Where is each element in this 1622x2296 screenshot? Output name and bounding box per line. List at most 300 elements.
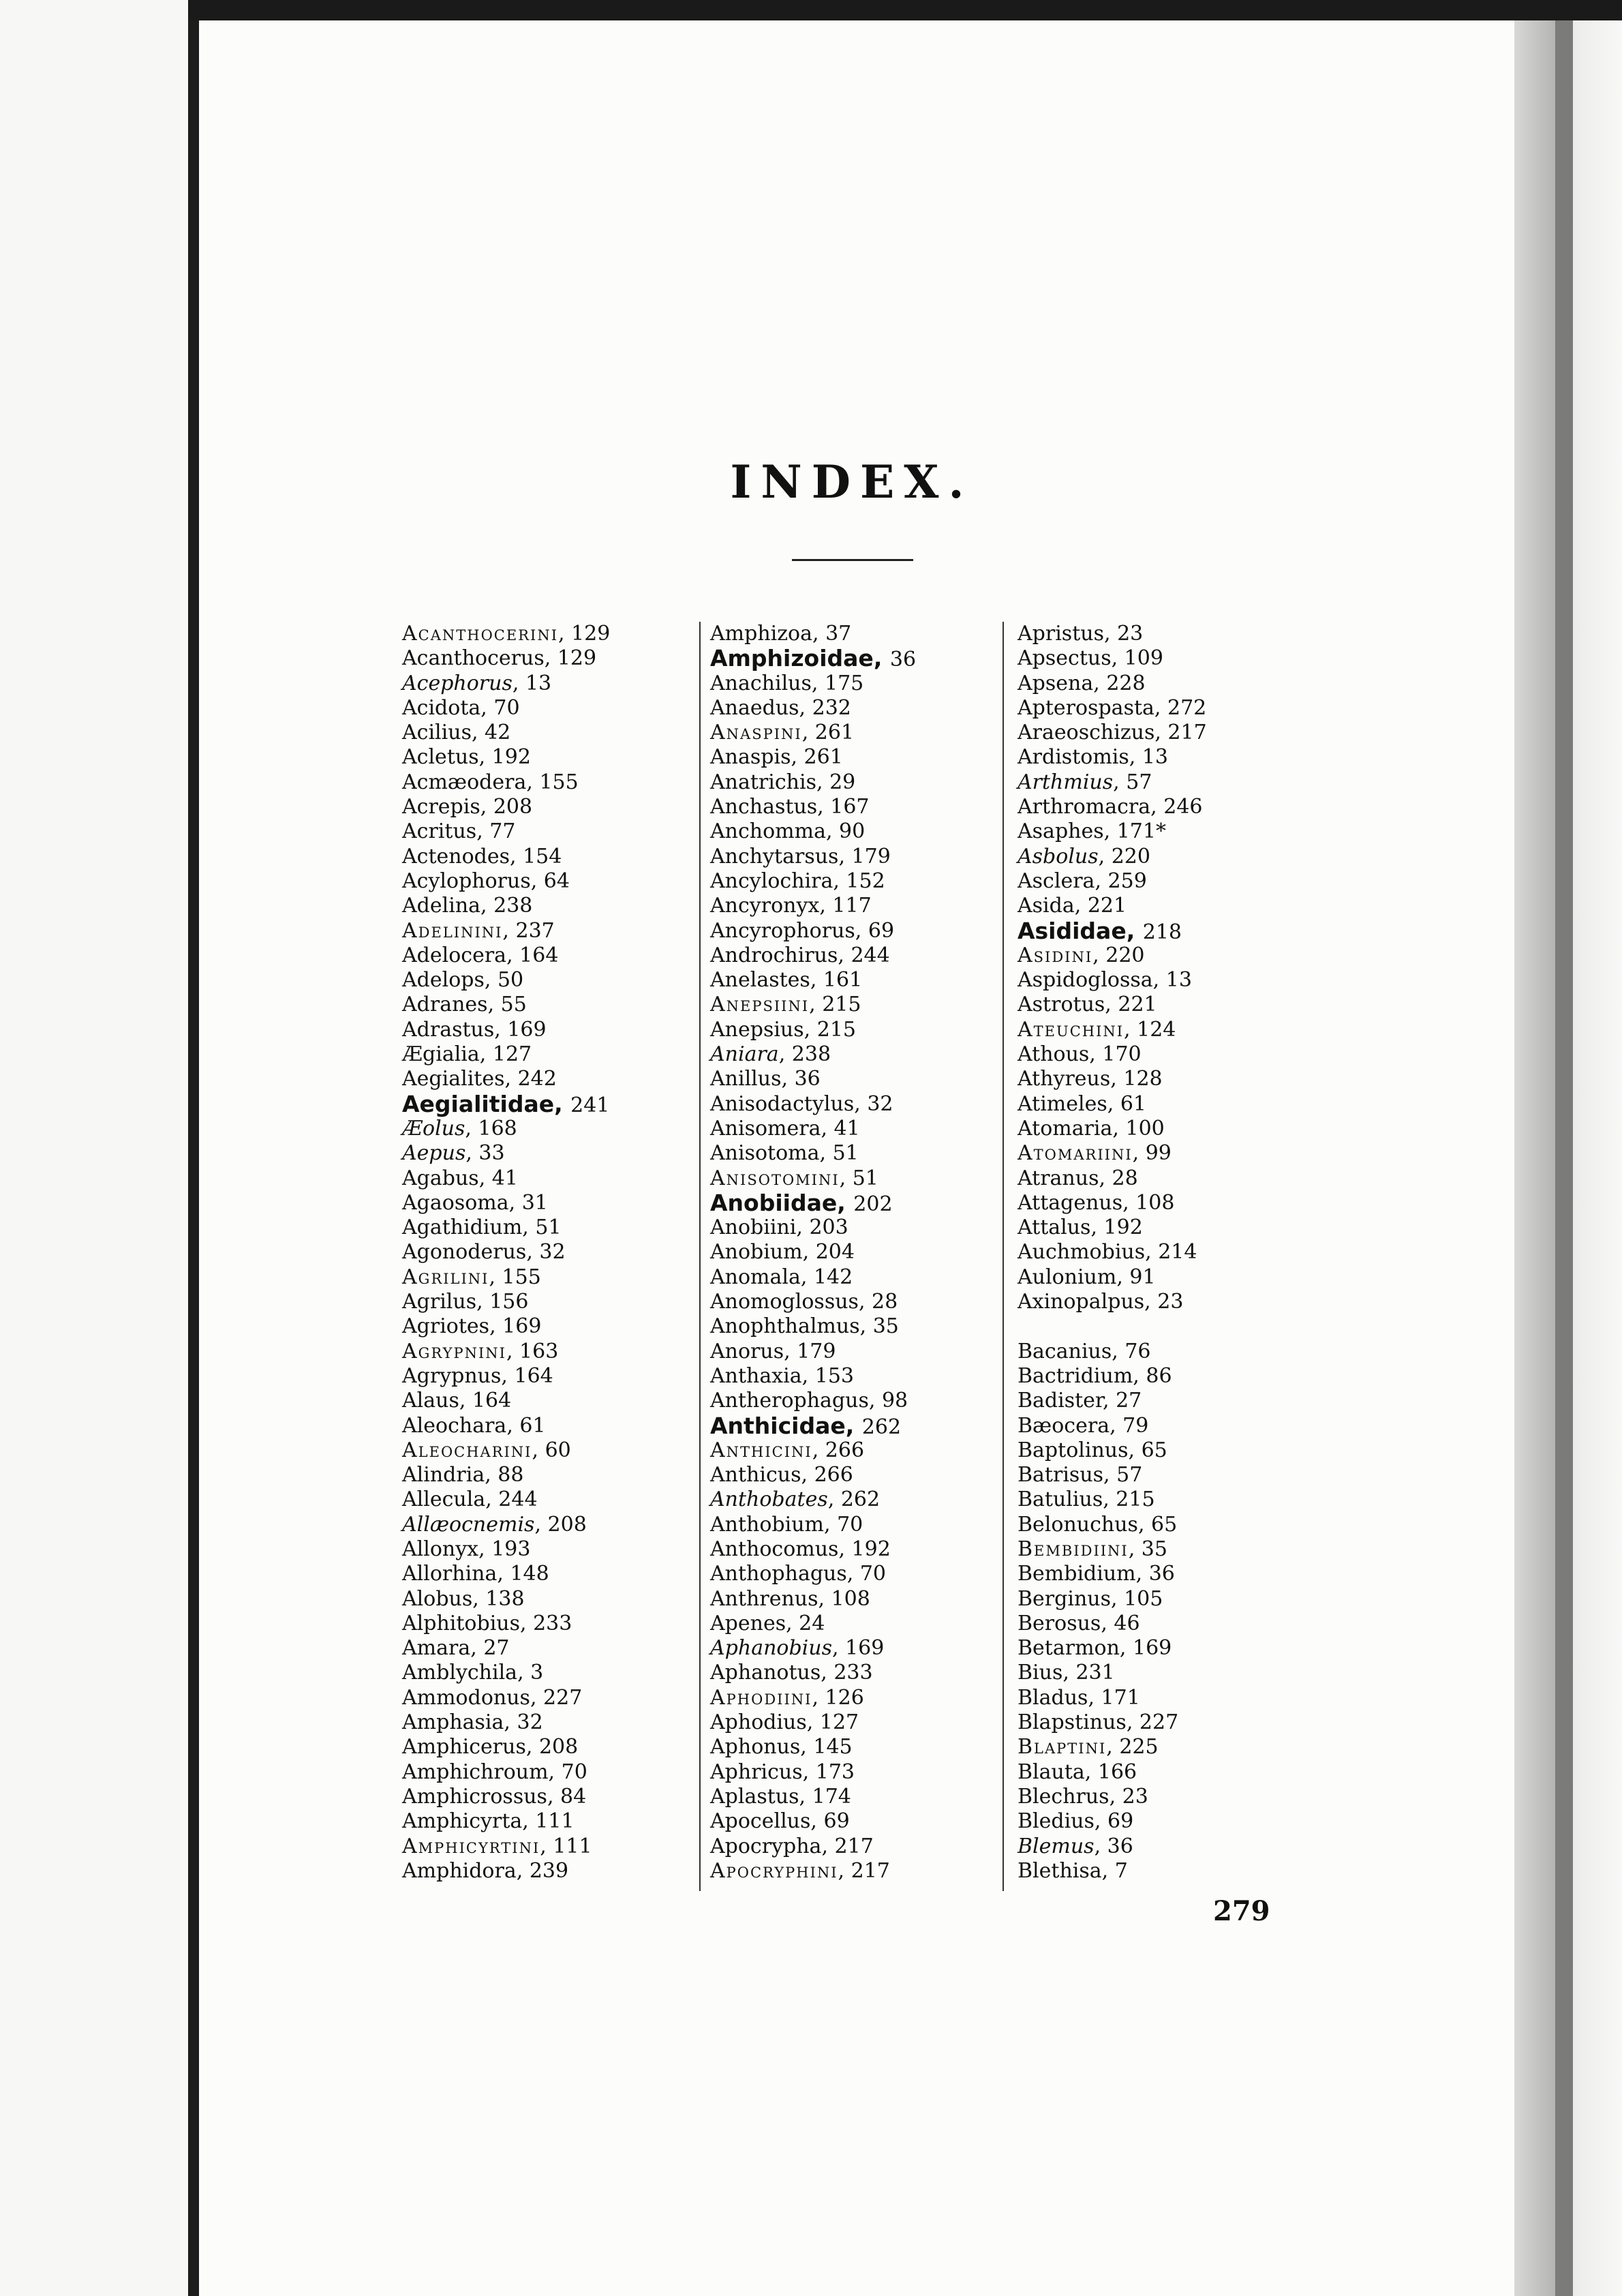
entry-separator: , — [471, 721, 485, 745]
index-entry — [710, 1414, 996, 1438]
entry-name: Batrisus — [1017, 1463, 1104, 1487]
entry-separator: , — [1110, 1586, 1124, 1611]
entry-separator: , — [470, 1636, 484, 1661]
entry-name: Anobium — [710, 1240, 803, 1265]
entry-separator: , — [558, 622, 572, 646]
entry-name: Bledius — [1017, 1809, 1095, 1834]
entry-separator: , — [800, 1735, 814, 1759]
entry-name: Aphanotus — [710, 1661, 821, 1685]
entry-page: 108 — [831, 1586, 870, 1611]
entry-page: 167 — [830, 795, 870, 819]
entry-page: 86 — [1146, 1363, 1172, 1388]
entry-name: Agabus — [402, 1166, 479, 1190]
entry-page: 164 — [519, 943, 559, 967]
entry-separator: , — [1154, 695, 1167, 720]
entry-page: 51 — [535, 1215, 562, 1240]
entry-page: 168 — [478, 1116, 517, 1141]
entry-name: Alobus — [402, 1586, 473, 1611]
entry-page: 57 — [1126, 770, 1152, 794]
entry-page: 69 — [868, 918, 895, 943]
entry-page: 169 — [507, 1017, 547, 1042]
index-entry — [402, 1166, 695, 1191]
index-entry — [710, 1240, 996, 1265]
entry-name: Agathidium — [402, 1215, 523, 1240]
entry-name: Agonoderus — [402, 1240, 527, 1265]
entry-name: Ancyronyx — [710, 894, 820, 918]
entry-separator: , — [1112, 1339, 1125, 1363]
entry-separator: , — [476, 819, 490, 844]
entry-separator: , — [508, 1190, 522, 1215]
index-entry — [710, 1735, 996, 1759]
entry-separator: , — [799, 1784, 812, 1809]
entry-page: 70 — [837, 1512, 863, 1537]
entry-name: Blauta — [1017, 1759, 1085, 1784]
entry-page: 217 — [834, 1834, 874, 1858]
entry-name: Adranes — [402, 993, 488, 1017]
entry-separator: , — [806, 1710, 820, 1735]
entry-page: 227 — [1139, 1710, 1179, 1735]
entry-name: Agrypnus — [402, 1363, 502, 1388]
index-entry — [710, 943, 996, 968]
entry-separator: , — [480, 695, 494, 720]
entry-separator: , — [1098, 844, 1112, 868]
entry-separator: , — [1124, 1017, 1137, 1042]
entry-separator: , — [838, 844, 852, 868]
entry-page: 36 — [1107, 1834, 1133, 1858]
entry-name: Bembidium — [1017, 1562, 1136, 1586]
entry-separator: , — [516, 1858, 530, 1883]
index-entry — [402, 1661, 695, 1685]
entry-separator: , — [804, 1017, 817, 1042]
entry-page: 65 — [1141, 1438, 1167, 1462]
index-entry — [402, 1587, 695, 1612]
entry-page: 129 — [571, 622, 611, 646]
entry-separator: , — [525, 1735, 539, 1759]
index-entry — [1017, 1612, 1331, 1636]
entry-page: 163 — [519, 1339, 559, 1363]
index-entry — [710, 1809, 996, 1834]
index-entry — [402, 646, 695, 671]
entry-page: 90 — [839, 819, 866, 844]
entry-page: 29 — [829, 770, 856, 794]
entry-name: Acylophorus — [402, 868, 531, 893]
entry-page: 37 — [825, 622, 852, 646]
entry-page: 238 — [493, 894, 533, 918]
index-entry — [710, 1661, 996, 1685]
index-entry — [402, 1340, 695, 1364]
entry-name: Attalus — [1017, 1215, 1091, 1240]
entry-page: 36 — [794, 1067, 821, 1091]
entry-separator: , — [506, 1339, 520, 1363]
entry-page: 171 — [1101, 1685, 1140, 1710]
index-entry — [1017, 1042, 1331, 1067]
index-entry — [1017, 1340, 1331, 1364]
index-entry — [1017, 819, 1331, 844]
index-entry — [1017, 646, 1331, 671]
entry-page: 174 — [812, 1784, 851, 1809]
index-entry — [1017, 1067, 1331, 1091]
page-title: INDEX. — [730, 455, 974, 509]
entry-name: Actenodes — [402, 844, 510, 868]
index-entry — [402, 1240, 695, 1265]
entry-name: Allorhina — [402, 1562, 498, 1586]
entry-page: 32 — [539, 1240, 566, 1265]
entry-name: Asclera — [1017, 868, 1095, 893]
entry-separator: , — [809, 993, 823, 1017]
index-entry — [1017, 1166, 1331, 1191]
entry-name: Acephorus — [402, 671, 512, 695]
entry-name: Asidini — [1017, 943, 1093, 967]
entry-separator: , — [821, 1661, 834, 1685]
book-gutter — [188, 0, 199, 2296]
entry-separator: , — [489, 1314, 503, 1339]
index-entry — [1017, 1834, 1331, 1859]
entry-page: 142 — [813, 1265, 853, 1289]
entry-separator: , — [812, 622, 826, 646]
index-entry — [710, 646, 996, 671]
entry-separator: , — [819, 894, 833, 918]
entry-separator: , — [812, 1438, 825, 1462]
entry-name: Amphizoa — [710, 622, 812, 646]
entry-separator: , — [501, 1363, 515, 1388]
entry-separator: , — [817, 795, 831, 819]
entry-separator: , — [839, 1166, 853, 1190]
index-entry — [402, 1760, 695, 1785]
index-entry — [1017, 1487, 1331, 1512]
entry-name: Aphanobius — [710, 1636, 832, 1661]
index-entry — [402, 1414, 695, 1438]
entry-page: 126 — [825, 1685, 864, 1710]
entry-name: Allæocnemis — [402, 1512, 535, 1537]
entry-name: Aplastus — [710, 1784, 799, 1809]
index-entry — [402, 795, 695, 819]
index-entry — [402, 671, 695, 696]
entry-page: 23 — [1157, 1290, 1184, 1314]
index-entry — [402, 1191, 695, 1215]
entry-separator: , — [480, 795, 493, 819]
entry-separator: , — [821, 1834, 835, 1858]
entry-separator: , — [1128, 1537, 1142, 1561]
entry-separator: , — [1111, 646, 1124, 671]
entry-name: Anobiini — [710, 1215, 797, 1240]
entry-page: 46 — [1114, 1611, 1140, 1635]
entry-separator: , — [801, 1463, 814, 1487]
entry-separator: , — [485, 1487, 499, 1512]
entry-separator: , — [540, 1834, 553, 1858]
entry-page: 98 — [881, 1389, 908, 1413]
entry-name: Anthophagus — [710, 1562, 847, 1586]
entry-separator: , — [1103, 1463, 1117, 1487]
entry-page: 69 — [1107, 1809, 1134, 1834]
entry-page: 155 — [539, 770, 579, 794]
entry-name: Aphodiini — [710, 1685, 812, 1710]
entry-page: 127 — [492, 1042, 532, 1067]
index-column-1 — [402, 622, 695, 1884]
entry-page: 148 — [510, 1562, 549, 1586]
entry-name: Baptolinus — [1017, 1438, 1129, 1462]
entry-page: 60 — [545, 1438, 571, 1462]
entry-name: Amphizoidae — [710, 645, 874, 672]
column-rule-1 — [699, 622, 701, 1891]
entry-name: Adrastus — [402, 1017, 495, 1042]
index-entry — [402, 869, 695, 894]
page-fore-edge — [1555, 20, 1573, 2296]
entry-name: Anisomera — [710, 1116, 821, 1141]
entry-page: 28 — [1112, 1166, 1138, 1190]
entry-name: Asbolus — [1017, 844, 1099, 868]
entry-page: 117 — [832, 894, 872, 918]
index-entry — [402, 622, 695, 646]
entry-page: 7 — [1114, 1858, 1128, 1883]
entry-page: 65 — [1151, 1512, 1178, 1537]
entry-name: Bæocera — [1017, 1413, 1110, 1438]
index-entry — [402, 1067, 695, 1091]
index-entry — [402, 1438, 695, 1463]
index-entry — [710, 1438, 996, 1463]
entry-name: Adelops — [402, 968, 485, 993]
index-entry — [1017, 1463, 1331, 1487]
entry-separator: , — [532, 1438, 545, 1462]
index-entry — [402, 968, 695, 993]
entry-name: Anthobates — [710, 1487, 828, 1512]
entry-name: Blethisa — [1017, 1858, 1102, 1883]
entry-name: Acilius — [402, 721, 472, 745]
index-entry — [710, 1710, 996, 1735]
entry-name: Alaus — [402, 1389, 459, 1413]
index-entry — [402, 1809, 695, 1834]
entry-separator: , — [781, 1067, 795, 1091]
entry-page: 100 — [1125, 1116, 1165, 1141]
index-entry — [402, 1735, 695, 1759]
entry-name: Anorus — [710, 1339, 784, 1363]
entry-page: 228 — [1106, 671, 1146, 695]
entry-page: 23 — [1117, 622, 1144, 646]
entry-separator: , — [1084, 1759, 1098, 1784]
index-entry — [1017, 745, 1331, 770]
entry-page: 161 — [823, 968, 863, 993]
entry-separator: , — [547, 1784, 561, 1809]
entry-page: 214 — [1158, 1240, 1197, 1265]
entry-separator: , — [812, 1685, 825, 1710]
entry-name: Asida — [1017, 894, 1075, 918]
entry-name: Anomala — [710, 1265, 801, 1289]
entry-page: 64 — [543, 868, 570, 893]
entry-separator: , — [485, 1463, 498, 1487]
index-entry — [710, 1265, 996, 1290]
index-entry — [710, 622, 996, 646]
entry-name: Amphicyrtini — [402, 1834, 540, 1858]
entry-name: Aniara — [710, 1042, 779, 1067]
index-entry — [402, 1042, 695, 1067]
entry-separator: , — [522, 1215, 536, 1240]
index-entry — [402, 1117, 695, 1141]
entry-page: 33 — [478, 1141, 505, 1166]
entry-separator: , — [1099, 1166, 1112, 1190]
entry-separator: , — [478, 1537, 492, 1561]
entry-separator: , — [1109, 1784, 1122, 1809]
entry-separator: , — [1101, 1611, 1114, 1635]
entry-separator: , — [859, 1314, 873, 1339]
index-entry — [710, 721, 996, 745]
entry-page: 231 — [1075, 1661, 1115, 1685]
index-entry — [710, 1141, 996, 1166]
index-entry — [710, 1364, 996, 1389]
entry-name: Alindria — [402, 1463, 485, 1487]
index-entry — [710, 795, 996, 819]
entry-separator: , — [1150, 795, 1164, 819]
entry-separator: , — [506, 943, 520, 967]
entry-page: 215 — [1116, 1487, 1155, 1512]
entry-separator: , — [818, 1586, 831, 1611]
index-entry — [402, 894, 695, 918]
entry-name: Bius — [1017, 1661, 1063, 1685]
entry-page: 111 — [535, 1809, 575, 1834]
index-entry — [710, 919, 996, 943]
entry-page: 31 — [521, 1190, 548, 1215]
entry-name: Acanthocerus — [402, 646, 545, 671]
index-entry — [402, 1859, 695, 1884]
entry-page: 91 — [1129, 1265, 1156, 1289]
entry-separator: , — [489, 1265, 502, 1289]
entry-name: Amphichroum — [402, 1759, 549, 1784]
entry-name: Aepus — [402, 1141, 466, 1166]
index-entry — [710, 1389, 996, 1413]
index-entry — [1017, 1215, 1331, 1240]
entry-separator: , — [520, 1611, 534, 1635]
entry-page: 156 — [489, 1290, 529, 1314]
entry-name: Æolus — [402, 1116, 465, 1141]
index-entry — [402, 993, 695, 1017]
entry-separator: , — [1152, 968, 1166, 993]
entry-page: 138 — [485, 1586, 525, 1611]
index-entry — [1017, 1859, 1331, 1884]
index-entry — [1017, 1661, 1331, 1685]
index-entry — [402, 1265, 695, 1290]
entry-name: Aphodius — [710, 1710, 807, 1735]
entry-page: 232 — [812, 695, 851, 720]
entry-page: 208 — [538, 1735, 579, 1759]
entry-name: Acrepis — [402, 795, 480, 819]
index-entry — [710, 1859, 996, 1884]
entry-name: Acritus — [402, 819, 477, 844]
entry-name: Bembidiini — [1017, 1537, 1129, 1561]
entry-name: Atomariini — [1017, 1141, 1133, 1166]
index-entry — [710, 1587, 996, 1612]
entry-name: Asididae — [1017, 917, 1127, 944]
entry-page: 262 — [840, 1487, 881, 1512]
index-entry — [402, 819, 695, 844]
entry-separator: , — [801, 721, 815, 745]
index-entry — [402, 1513, 695, 1537]
entry-separator: , — [778, 1042, 792, 1067]
index-entry — [402, 845, 695, 869]
entry-name: Blechrus — [1017, 1784, 1110, 1809]
entry-page: 88 — [498, 1463, 524, 1487]
entry-name: Apenes — [710, 1611, 786, 1635]
entry-separator: , — [506, 1413, 520, 1438]
index-entry — [1017, 1735, 1331, 1759]
entry-name: Ancyrophorus — [710, 918, 855, 943]
entry-page: 35 — [1141, 1537, 1167, 1561]
entry-page: 108 — [1135, 1190, 1175, 1215]
entry-page: 227 — [543, 1685, 583, 1710]
index-entry — [1017, 993, 1331, 1017]
index-entry — [1017, 696, 1331, 721]
entry-page: 70 — [561, 1759, 587, 1784]
entry-name: Anthaxia — [710, 1363, 802, 1388]
entry-name: Ateuchini — [1017, 1017, 1124, 1042]
entry-separator: , — [1094, 1809, 1107, 1834]
entry-separator: , — [821, 1116, 834, 1141]
index-entry — [1017, 968, 1331, 993]
index-entry — [710, 1018, 996, 1042]
entry-separator: , — [479, 1042, 493, 1067]
entry-page: 220 — [1105, 943, 1145, 967]
entry-separator: , — [544, 646, 557, 671]
index-entry — [710, 1785, 996, 1809]
entry-page: 61 — [1120, 1091, 1146, 1116]
index-entry — [402, 1636, 695, 1661]
entry-separator: , — [791, 745, 804, 770]
entry-separator: , — [494, 1017, 508, 1042]
entry-page: 217 — [851, 1858, 890, 1883]
entry-separator: , — [526, 1240, 540, 1265]
entry-page: 179 — [851, 844, 891, 868]
index-entry — [402, 696, 695, 721]
index-entry — [402, 1018, 695, 1042]
entry-name: Asaphes — [1017, 819, 1104, 844]
entry-separator: , — [833, 868, 846, 893]
entry-page: 233 — [833, 1661, 873, 1685]
index-entry — [402, 1314, 695, 1339]
entry-separator: , — [497, 1562, 510, 1586]
index-entry — [710, 1166, 996, 1191]
entry-page: 77 — [489, 819, 516, 844]
entry-name: Batulius — [1017, 1487, 1103, 1512]
entry-name: Aulonium — [1017, 1265, 1117, 1289]
entry-page: 41 — [491, 1166, 518, 1190]
entry-page: 109 — [1124, 646, 1163, 671]
entry-page: 259 — [1107, 868, 1147, 893]
entry-name: Apsena — [1017, 671, 1094, 695]
index-entry — [710, 1314, 996, 1339]
entry-name: Berosus — [1017, 1611, 1101, 1635]
entry-page: 145 — [813, 1735, 853, 1759]
entry-page: 179 — [797, 1339, 836, 1363]
index-entry — [710, 671, 996, 696]
entry-page: 218 — [1142, 920, 1182, 944]
entry-page: 129 — [557, 646, 597, 671]
index-column-3 — [1017, 622, 1331, 1884]
entry-separator: , — [786, 1611, 799, 1635]
index-entry — [710, 1562, 996, 1586]
index-entry — [1017, 1785, 1331, 1809]
index-entry — [710, 1612, 996, 1636]
index-entry — [1017, 1414, 1331, 1438]
entry-separator: , — [510, 844, 523, 868]
entry-name: Acidota — [402, 695, 481, 720]
entry-separator: , — [819, 1141, 833, 1166]
entry-separator: , — [1126, 917, 1143, 944]
entry-separator: , — [1110, 1413, 1123, 1438]
entry-page: 51 — [852, 1166, 878, 1190]
index-entry — [1017, 1438, 1331, 1463]
index-entry — [1017, 795, 1331, 819]
index-entry — [710, 1834, 996, 1859]
entry-name: Arthromacra — [1017, 795, 1151, 819]
index-entry — [402, 919, 695, 943]
entry-page: 154 — [523, 844, 562, 868]
